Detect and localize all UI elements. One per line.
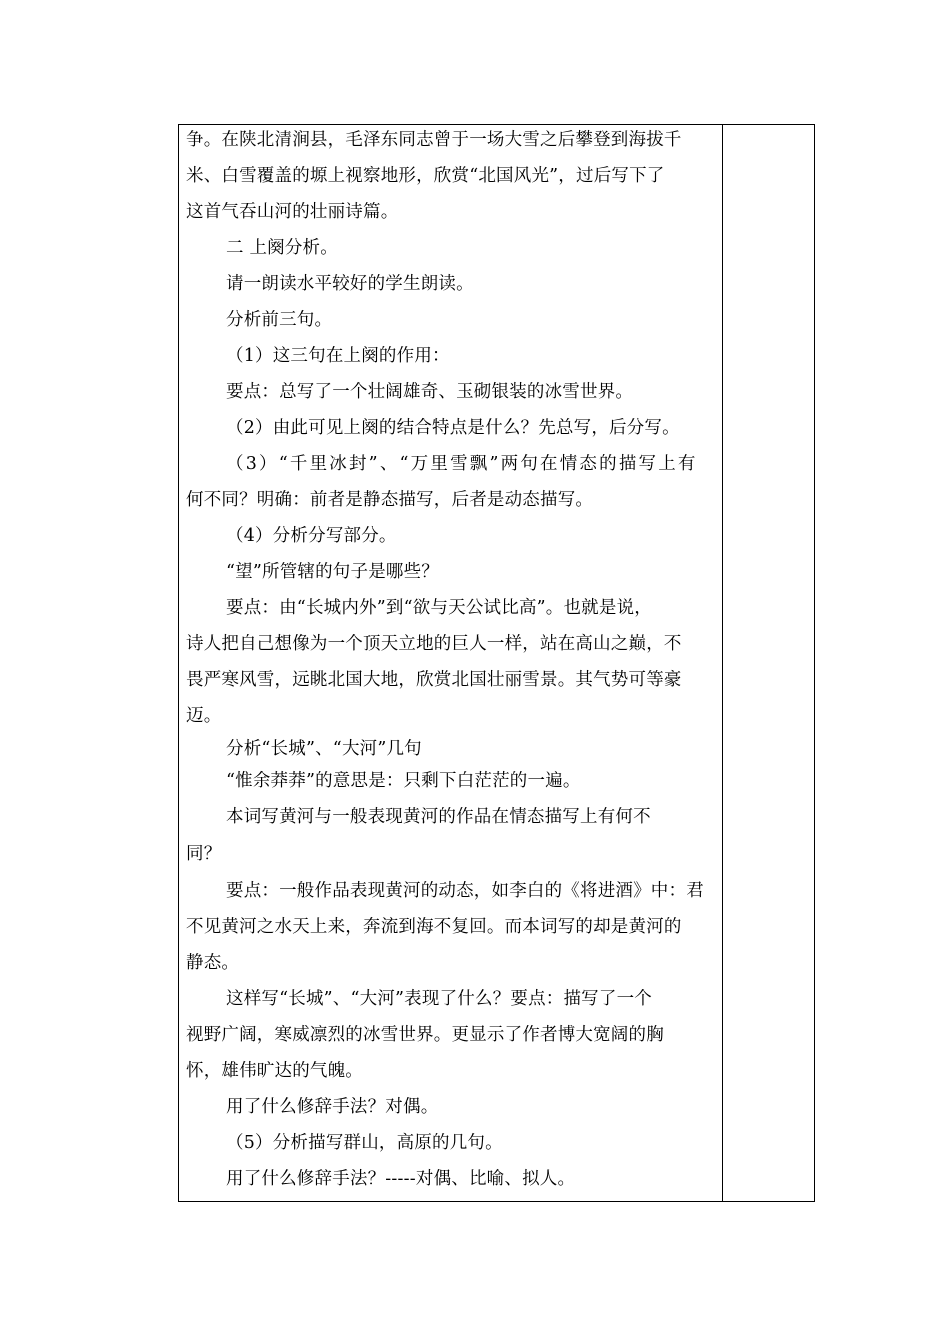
lesson-plan-table — [178, 124, 815, 1202]
text-line: “望”所管辖的句子是哪些？ — [226, 562, 439, 582]
text-line: 米、白雪覆盖的塬上视察地形，欣赏“北国风光”，过后写下了 — [186, 166, 665, 186]
text-line: 用了什么修辞手法？对偶。 — [226, 1097, 439, 1117]
text-line: （4）分析分写部分。 — [226, 526, 397, 546]
text-line: 要点：一般作品表现黄河的动态，如李白的《将进酒》中：君 — [226, 881, 704, 901]
text-line: （3）“千里冰封”、“万里雪飘”两句在情态的描写上有 — [226, 454, 698, 474]
text-line: 这样写“长城”、“大河”表现了什么？要点：描写了一个 — [226, 989, 652, 1009]
text-line: 这首气吞山河的壮丽诗篇。 — [186, 202, 399, 222]
section-heading: 二 上阕分析。 — [226, 238, 338, 258]
text-line: 争。在陕北清涧县，毛泽东同志曾于一场大雪之后攀登到海拔千 — [186, 130, 682, 150]
text-line: 分析前三句。 — [226, 310, 333, 330]
text-line: 畏严寒风雪，远眺北国大地，欣赏北国壮丽雪景。其气势可等豪 — [186, 670, 682, 690]
text-line: 迈。 — [186, 706, 222, 726]
text-line: 不见黄河之水天上来，奔流到海不复回。而本词写的却是黄河的 — [186, 917, 682, 937]
text-line: 请一朗读水平较好的学生朗读。 — [226, 274, 474, 294]
text-line: （2）由此可见上阕的结合特点是什么？先总写，后分写。 — [226, 418, 680, 438]
text-line: 视野广阔，寒威凛烈的冰雪世界。更显示了作者博大宽阔的胸 — [186, 1025, 664, 1045]
text-line: 分析“长城”、“大河”几句 — [226, 739, 422, 759]
text-line: 同？ — [186, 844, 222, 864]
text-line: 要点：由“长城内外”到“欲与天公试比高”。也就是说， — [226, 598, 652, 618]
text-line: 本词写黄河与一般表现黄河的作品在情态描写上有何不 — [226, 807, 651, 827]
text-line: 怀，雄伟旷达的气魄。 — [186, 1061, 363, 1081]
text-line: 要点：总写了一个壮阔雄奇、玉砌银装的冰雪世界。 — [226, 382, 634, 402]
text-line: （1）这三句在上阕的作用： — [226, 346, 450, 366]
text-line: 何不同？明确：前者是静态描写，后者是动态描写。 — [186, 490, 594, 510]
text-line: 用了什么修辞手法？-----对偶、比喻、拟人。 — [226, 1169, 576, 1189]
text-line: 诗人把自己想像为一个顶天立地的巨人一样，站在高山之巅，不 — [186, 634, 682, 654]
text-line: 静态。 — [186, 953, 240, 973]
text-line: “惟余莽莽”的意思是：只剩下白茫茫的一遍。 — [226, 771, 581, 791]
column-divider — [722, 125, 723, 1201]
text-line: （5）分析描写群山，高原的几句。 — [226, 1133, 503, 1153]
